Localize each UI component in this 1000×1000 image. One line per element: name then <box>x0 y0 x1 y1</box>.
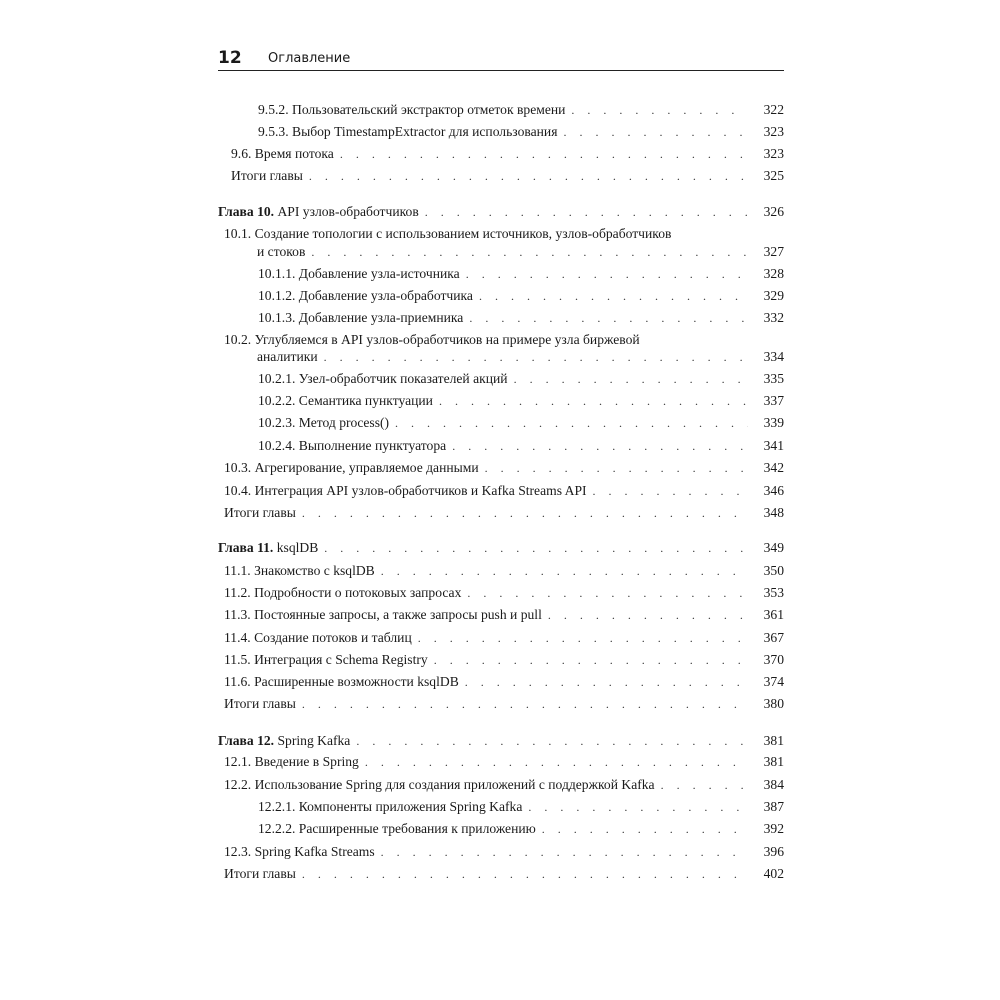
entry-page: 341 <box>763 438 784 453</box>
dot-leader <box>548 606 748 624</box>
entry-page: 367 <box>763 630 784 645</box>
toc-entry[interactable] <box>218 414 784 432</box>
entry-title: Расширенные возможности ksqlDB <box>254 674 459 689</box>
entry-page: 329 <box>763 288 784 303</box>
entry-page: 402 <box>763 866 784 881</box>
toc-entry[interactable] <box>218 651 784 669</box>
entry-page: 396 <box>763 844 784 859</box>
entry-number: 10.1. <box>224 226 252 241</box>
entry-title: Использование Spring для создания приложений с поддержкой Kafka <box>254 777 655 792</box>
entry-number: 10.1.2. <box>258 288 296 303</box>
entry-title: Время потока <box>254 146 334 161</box>
entry-page: 392 <box>763 821 784 836</box>
entry-page: 380 <box>763 696 784 711</box>
entry-page: 353 <box>763 585 784 600</box>
dot-leader <box>528 798 748 816</box>
entry-page: 348 <box>763 505 784 520</box>
entry-page: 346 <box>763 483 784 498</box>
dot-leader <box>514 370 748 388</box>
page-number: 12 <box>218 48 242 68</box>
dot-leader <box>381 562 748 580</box>
entry-number: 10.2.2. <box>258 393 296 408</box>
toc-entry[interactable] <box>218 167 784 185</box>
entry-title-line1: Создание топологии с использованием источников, узлов-обработчиков <box>254 226 672 241</box>
entry-page: 384 <box>763 777 784 792</box>
entry-title: Агрегирование, управляемое данными <box>254 460 479 475</box>
entry-title: и стоков <box>257 244 306 259</box>
dot-leader <box>466 265 748 283</box>
dot-leader <box>439 392 748 410</box>
chapter-label: Глава 10. <box>218 204 275 219</box>
toc-entry[interactable] <box>218 309 784 327</box>
toc-entry[interactable] <box>218 753 784 771</box>
entry-number: 11.4. <box>224 630 251 645</box>
entry-title: Итоги главы <box>224 696 296 711</box>
dot-leader <box>571 101 748 119</box>
entry-title: API узлов-обработчиков <box>277 204 419 219</box>
entry-title: Создание потоков и таблиц <box>254 630 412 645</box>
entry-title: Итоги главы <box>224 505 296 520</box>
entry-number: 12.2.2. <box>258 821 296 836</box>
toc-entry[interactable] <box>218 370 784 388</box>
dot-leader <box>395 414 748 432</box>
dot-leader <box>434 651 748 669</box>
entry-number: 10.2.4. <box>258 438 296 453</box>
entry-page: 374 <box>763 674 784 689</box>
entry-number: 10.2.3. <box>258 415 296 430</box>
toc-entry[interactable] <box>218 865 784 883</box>
toc-entry[interactable] <box>218 392 784 410</box>
dot-leader <box>425 203 748 221</box>
entry-title: Пользовательский экстрактор отметок времени <box>292 102 566 117</box>
toc-entry[interactable] <box>218 145 784 163</box>
entry-number: 11.3. <box>224 607 251 622</box>
dot-leader <box>302 865 748 883</box>
entry-page: 387 <box>763 799 784 814</box>
dot-leader <box>302 695 748 713</box>
entry-title: аналитики <box>257 349 318 364</box>
entry-title: Добавление узла-источника <box>298 266 460 281</box>
dot-leader <box>356 732 748 750</box>
entry-title: Расширенные требования к приложению <box>298 821 536 836</box>
entry-page: 349 <box>763 540 784 555</box>
entry-page: 335 <box>763 371 784 386</box>
toc-entry[interactable] <box>218 265 784 283</box>
toc-entry[interactable] <box>218 820 784 838</box>
entry-page: 342 <box>763 460 784 475</box>
entry-number: 11.6. <box>224 674 251 689</box>
chapter-entry[interactable] <box>218 539 784 557</box>
entry-number: 10.2. <box>224 332 252 347</box>
entry-number: 10.1.1. <box>258 266 296 281</box>
entry-number: 10.1.3. <box>258 310 296 325</box>
dot-leader <box>542 820 748 838</box>
entry-title: Spring Kafka Streams <box>254 844 375 859</box>
entry-page: 323 <box>763 146 784 161</box>
toc-entry[interactable] <box>218 101 784 119</box>
entry-title: Узел-обработчик показателей акций <box>298 371 508 386</box>
entry-title: Компоненты приложения Spring Kafka <box>298 799 523 814</box>
entry-number: 10.3. <box>224 460 252 475</box>
entry-page: 334 <box>763 349 784 364</box>
entry-number: 12.1. <box>224 754 252 769</box>
entry-title: Spring Kafka <box>277 733 351 748</box>
toc-entry[interactable] <box>218 695 784 713</box>
entry-title: Подробности о потоковых запросах <box>254 585 462 600</box>
entry-title: Добавление узла-обработчика <box>298 288 473 303</box>
entry-first-line <box>224 331 640 349</box>
toc-entry[interactable] <box>218 243 784 261</box>
entry-page: 381 <box>763 754 784 769</box>
dot-leader <box>418 629 748 647</box>
toc-entry[interactable] <box>218 629 784 647</box>
toc-entry[interactable] <box>218 562 784 580</box>
entry-title: Постоянные запросы, а также запросы push и pull <box>254 607 542 622</box>
entry-title: Выбор TimestampExtractor для использования <box>292 124 558 139</box>
dot-leader <box>381 843 748 861</box>
entry-page: 323 <box>763 124 784 139</box>
toc-entry[interactable] <box>218 584 784 602</box>
entry-number: 10.4. <box>224 483 252 498</box>
entry-title: Введение в Spring <box>254 754 359 769</box>
dot-leader <box>302 504 748 522</box>
chapter-entry[interactable] <box>218 203 784 221</box>
entry-title: Выполнение пунктуатора <box>298 438 447 453</box>
page-header <box>218 48 784 71</box>
dot-leader <box>365 753 748 771</box>
dot-leader <box>485 459 748 477</box>
entry-page: 370 <box>763 652 784 667</box>
toc-entry[interactable] <box>218 798 784 816</box>
entry-number: 12.3. <box>224 844 252 859</box>
entry-number: 9.5.2. <box>258 102 289 117</box>
entry-page: 332 <box>763 310 784 325</box>
toc-entry[interactable] <box>218 843 784 861</box>
entry-first-line <box>224 225 671 243</box>
entry-title: Интеграция с Schema Registry <box>254 652 428 667</box>
toc-entry[interactable] <box>218 348 784 366</box>
entry-title: ksqlDB <box>276 540 319 555</box>
toc-entry[interactable] <box>218 123 784 141</box>
chapter-label: Глава 12. <box>218 733 275 748</box>
toc-entry[interactable] <box>218 776 784 794</box>
entry-page: 337 <box>763 393 784 408</box>
chapter-entry[interactable] <box>218 732 784 750</box>
entry-title: Семантика пунктуации <box>298 393 433 408</box>
dot-leader <box>593 482 748 500</box>
toc-entry[interactable] <box>218 437 784 455</box>
toc-entry[interactable] <box>218 482 784 500</box>
entry-page: 326 <box>763 204 784 219</box>
entry-page: 327 <box>763 244 784 259</box>
entry-page: 361 <box>763 607 784 622</box>
entry-title: Знакомство с ksqlDB <box>254 563 375 578</box>
dot-leader <box>309 167 748 185</box>
entry-number: 11.5. <box>224 652 251 667</box>
entry-number: 12.2.1. <box>258 799 296 814</box>
entry-page: 339 <box>763 415 784 430</box>
entry-number: 11.2. <box>224 585 251 600</box>
entry-title: Итоги главы <box>231 168 303 183</box>
entry-title: Добавление узла-приемника <box>298 310 464 325</box>
entry-number: 9.6. <box>231 146 252 161</box>
running-head: Оглавление <box>268 51 351 66</box>
toc-entry[interactable] <box>218 606 784 624</box>
dot-leader <box>661 776 748 794</box>
toc-entry[interactable] <box>218 287 784 305</box>
entry-title: Метод process() <box>298 415 390 430</box>
dot-leader <box>563 123 748 141</box>
toc-entry[interactable] <box>218 459 784 477</box>
toc-entry[interactable] <box>218 504 784 522</box>
entry-page: 350 <box>763 563 784 578</box>
toc-entry[interactable] <box>218 673 784 691</box>
dot-leader <box>465 673 748 691</box>
chapter-label: Глава 11. <box>218 540 274 555</box>
dot-leader <box>469 309 748 327</box>
dot-leader <box>452 437 748 455</box>
entry-page: 328 <box>763 266 784 281</box>
entry-title: Интеграция API узлов-обработчиков и Kafka Streams API <box>254 483 587 498</box>
dot-leader <box>467 584 748 602</box>
entry-number: 11.1. <box>224 563 251 578</box>
entry-title: Итоги главы <box>224 866 296 881</box>
dot-leader <box>311 243 748 261</box>
dot-leader <box>479 287 748 305</box>
entry-title-line1: Углубляемся в API узлов-обработчиков на примере узла биржевой <box>254 332 640 347</box>
entry-page: 322 <box>763 102 784 117</box>
entry-number: 9.5.3. <box>258 124 289 139</box>
dot-leader <box>324 539 748 557</box>
dot-leader <box>324 348 748 366</box>
entry-page: 381 <box>763 733 784 748</box>
dot-leader <box>340 145 748 163</box>
entry-page: 325 <box>763 168 784 183</box>
entry-number: 12.2. <box>224 777 252 792</box>
entry-number: 10.2.1. <box>258 371 296 386</box>
